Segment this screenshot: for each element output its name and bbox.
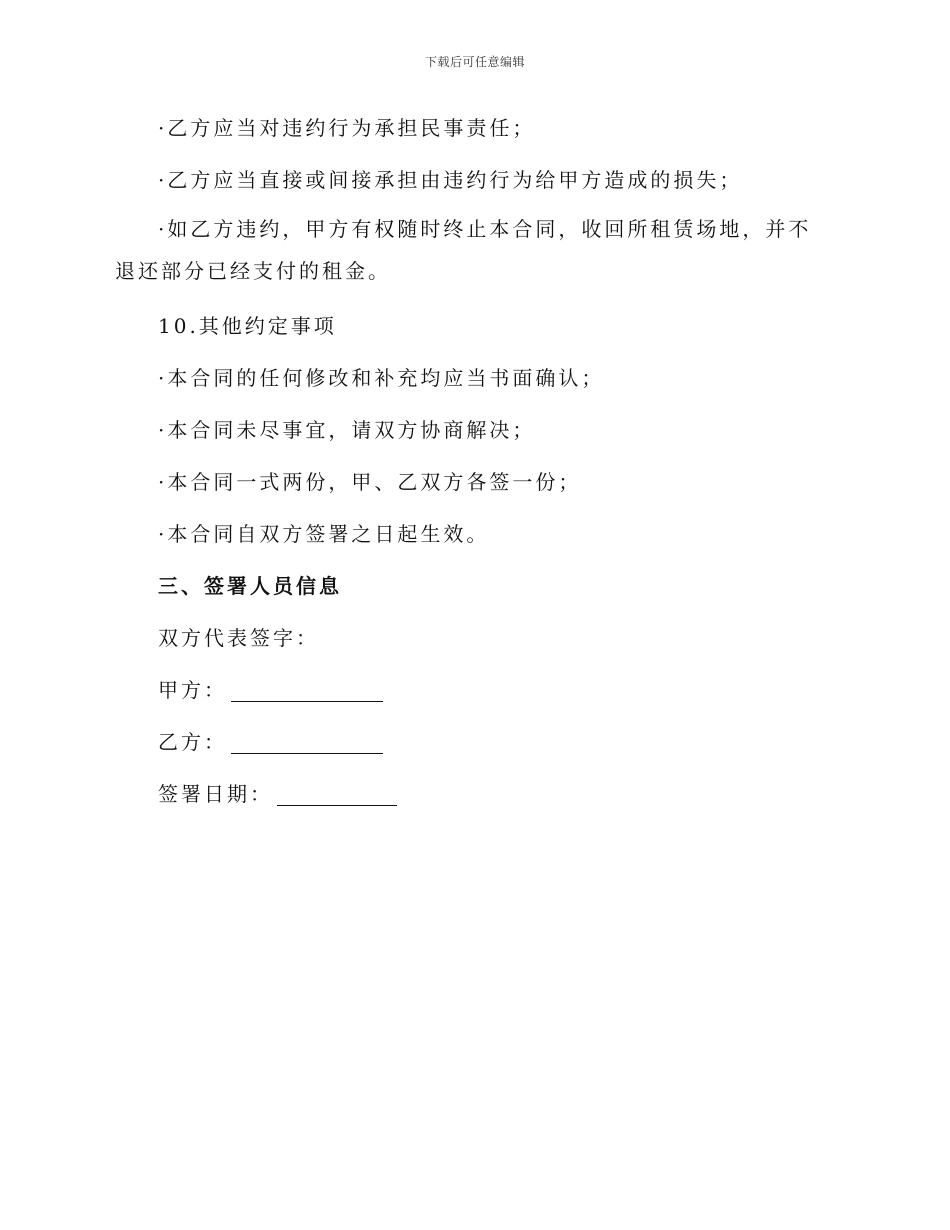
section-heading: 三、签署人员信息 (158, 574, 342, 598)
clause-item: ·本合同的任何修改和补充均应当书面确认； (158, 366, 605, 390)
signing-date-label: 签署日期： (158, 782, 273, 806)
party-b-signature-line[interactable] (231, 733, 383, 754)
section-title: 10.其他约定事项 (158, 314, 337, 338)
clause-item: ·本合同未尽事宜，请双方协商解决； (158, 418, 536, 442)
clause-item: ·乙方应当对违约行为承担民事责任； (158, 116, 536, 140)
signing-date-row (158, 782, 397, 806)
clause-item: ·乙方应当直接或间接承担由违约行为给甲方造成的损失； (158, 168, 743, 192)
signature-intro: 双方代表签字： (158, 626, 319, 650)
clause-item-long: ·如乙方违约，甲方有权随时终止本合同，收回所租赁场地，并不退还部分已经支付的租金。 (115, 217, 812, 283)
party-a-signature-line[interactable] (231, 681, 383, 702)
signing-date-line[interactable] (277, 785, 397, 806)
party-a-signature-row (158, 678, 383, 702)
clause-item: ·本合同一式两份，甲、乙双方各签一份； (158, 470, 582, 494)
party-a-label: 甲方： (158, 678, 227, 702)
clause-item: ·本合同自双方签署之日起生效。 (158, 522, 490, 546)
page-header: 下载后可任意编辑 (424, 55, 525, 69)
party-b-label: 乙方： (158, 730, 227, 754)
party-b-signature-row (158, 730, 383, 754)
